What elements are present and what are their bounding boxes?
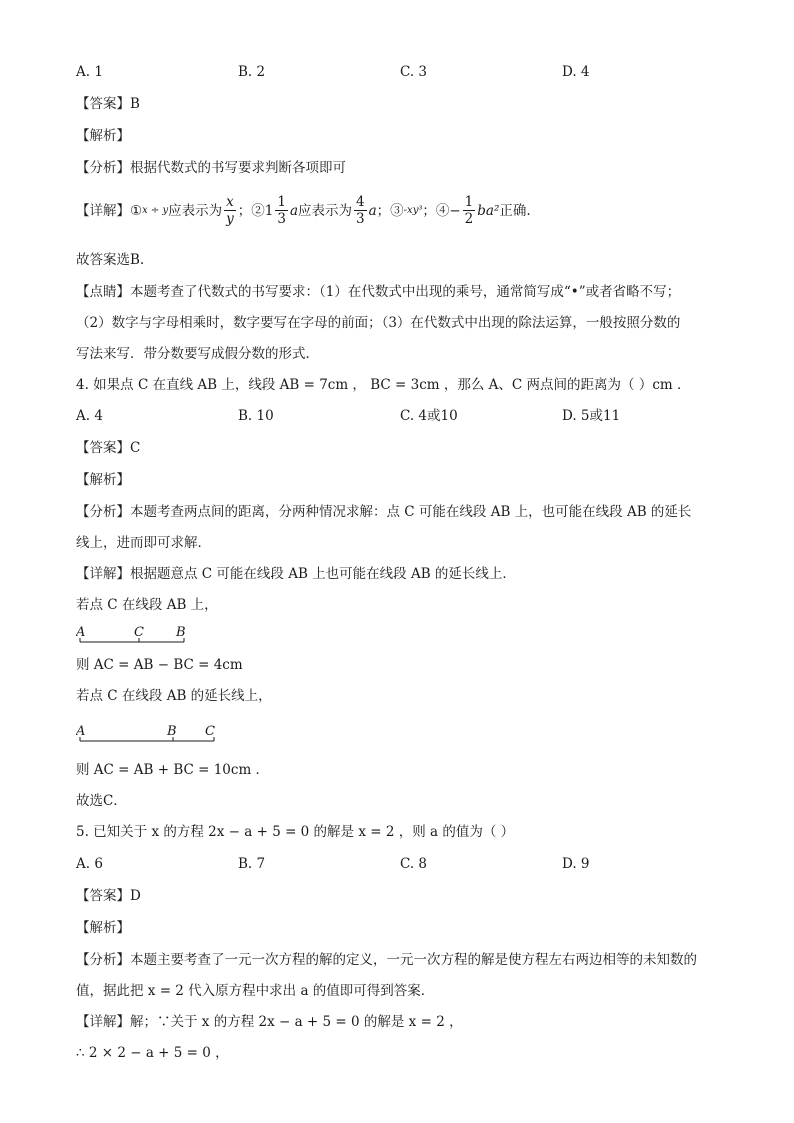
mixed-number — [265, 194, 298, 227]
q3-option-c: C. 3 — [400, 64, 428, 80]
q3-dianjing-1 — [76, 283, 680, 301]
denominator: 2 — [464, 211, 474, 227]
expr-xy3: -xy³ — [403, 204, 423, 216]
xiangjie-text: 解；∵关于 x 的方程 2x − a + 5 = 0 的解是 x = 2 ， — [130, 1014, 463, 1030]
fraction-4-over-3 — [354, 194, 367, 227]
answer-value: B — [130, 96, 140, 112]
q3-dianjing-3: 写法来写．带分数要写成假分数的形式． — [76, 346, 319, 362]
expr-ba2: ba² — [477, 202, 500, 219]
numerator: x — [226, 194, 234, 210]
answer-value: C — [130, 440, 141, 456]
q3-option-a: A. 1 — [76, 64, 103, 80]
q4-options — [76, 407, 726, 425]
figure-segment-abc — [76, 721, 236, 747]
q5-options — [76, 855, 726, 873]
q4-conclusion: 故选C． — [76, 793, 127, 809]
q3-option-b: B. 2 — [238, 64, 266, 80]
separator: ；④ — [422, 202, 450, 219]
q5-analysis-label: 【解析】 — [76, 920, 130, 936]
fenxi-text: 根据代数式的书写要求判断各项即可 — [130, 160, 346, 176]
answer-label: 【答案】 — [76, 96, 130, 112]
q5-fenxi-2: 值，据此把 x = 2 代入原方程中求出 a 的值即可得到答案． — [76, 983, 435, 999]
q5-answer — [76, 887, 141, 905]
dianjing-label: 【点睛】 — [76, 284, 130, 300]
numerator: 1 — [464, 194, 474, 210]
q3-analysis-label: 【解析】 — [76, 128, 130, 144]
point-a-label: A — [76, 724, 86, 739]
q5-step1: ∴ 2 × 2 − a + 5 = 0 ， — [76, 1045, 229, 1061]
q5-stem: 5. 已知关于 x 的方程 2x − a + 5 = 0 的解是 x = 2 ，则 a 的值为（ ） — [76, 824, 515, 840]
q4-case1: 若点 C 在线段 AB 上， — [76, 597, 218, 613]
numerator: 4 — [356, 194, 365, 210]
q4-calc1: 则 AC = AB − BC = 4cm — [76, 657, 243, 673]
expr-x-div-y: x ÷ y — [142, 204, 169, 216]
q5-option-a: A. 6 — [76, 856, 103, 872]
q4-option-b: B. 10 — [238, 408, 274, 424]
fraction-x-over-y — [224, 194, 236, 227]
variable: a — [368, 202, 377, 219]
whole: 1 — [264, 202, 274, 219]
q4-xiangjie — [76, 565, 516, 583]
fenxi-label: 【分析】 — [76, 504, 130, 520]
variable: a — [289, 202, 299, 219]
fenxi-text: 本题考查两点间的距离，分两种情况求解：点 C 可能在线段 AB 上，也可能在线段 AB 的延长 — [130, 504, 692, 520]
separator: ；② — [237, 202, 265, 219]
dianjing-text: 本题考查了代数式的书写要求：（1）在代数式中出现的乘号，通常简写成“•”或者省略不写； — [130, 284, 681, 300]
xiangjie-text: 根据题意点 C 可能在线段 AB 上也可能在线段 AB 的延长线上． — [130, 566, 516, 582]
denominator: 3 — [356, 211, 365, 227]
q4-case2: 若点 C 在线段 AB 的延长线上， — [76, 688, 272, 704]
fraction — [275, 194, 288, 227]
q3-fenxi — [76, 159, 346, 177]
q5-option-d: D. 9 — [562, 856, 590, 872]
q5-fenxi-1 — [76, 951, 697, 969]
point-b-label: B — [176, 625, 186, 640]
answer-label: 【答案】 — [76, 888, 130, 904]
q4-stem: 4. 如果点 C 在直线 AB 上，线段 AB = 7cm ， BC = 3cm ，那么 A、C 两点间的距离为（ ）cm ． — [76, 377, 691, 393]
fenxi-text: 本题主要考查了一元一次方程的解的定义，一元一次方程的解是使方程左右两边相等的未知数的 — [130, 952, 697, 968]
answer-value: D — [130, 888, 141, 904]
fenxi-label: 【分析】 — [76, 952, 130, 968]
q3-answer — [76, 95, 140, 113]
q3-xiangjie — [76, 194, 531, 227]
q4-fenxi-2: 线上，进而即可求解． — [76, 535, 211, 551]
denominator: y — [226, 211, 234, 227]
numerator: 1 — [277, 194, 286, 210]
q4-answer — [76, 439, 140, 457]
item-marker: ① — [130, 202, 143, 219]
q4-option-d: D. 5或11 — [562, 408, 621, 424]
fenxi-label: 【分析】 — [76, 160, 130, 176]
q4-option-c: C. 4或10 — [400, 408, 458, 424]
q4-analysis-label: 【解析】 — [76, 472, 130, 488]
point-c-label: C — [205, 724, 215, 739]
point-a-label: A — [76, 625, 86, 640]
q5-xiangjie — [76, 1013, 463, 1031]
point-b-label: B — [167, 724, 177, 739]
text-represent: 应表示为 — [298, 202, 353, 219]
xiangjie-label: 【详解】 — [76, 1014, 130, 1030]
text-represent: 应表示为 — [168, 202, 223, 219]
q5-option-c: C. 8 — [400, 856, 428, 872]
point-c-label: C — [134, 625, 144, 640]
text-correct: 正确. — [499, 202, 531, 219]
xiangjie-label: 【详解】 — [76, 566, 130, 582]
q3-option-d: D. 4 — [562, 64, 590, 80]
q3-conclusion: 故答案选B. — [76, 252, 145, 268]
separator: ；③ — [376, 202, 404, 219]
q4-calc2: 则 AC = AB + BC = 10cm ． — [76, 762, 270, 778]
q3-options — [76, 63, 726, 81]
fraction-1-over-2 — [463, 194, 476, 227]
q5-option-b: B. 7 — [238, 856, 266, 872]
denominator: 3 — [277, 211, 286, 227]
xiangjie-label: 【详解】 — [76, 202, 130, 219]
minus-sign: − — [449, 202, 461, 219]
answer-label: 【答案】 — [76, 440, 130, 456]
q3-dianjing-2: （2）数字与字母相乘时，数字要写在字母的前面；（3）在代数式中出现的除法运算，一般按照分数的 — [76, 315, 681, 331]
figure-segment-acb — [76, 622, 216, 648]
q4-option-a: A. 4 — [76, 408, 103, 424]
q4-fenxi-1 — [76, 503, 691, 521]
